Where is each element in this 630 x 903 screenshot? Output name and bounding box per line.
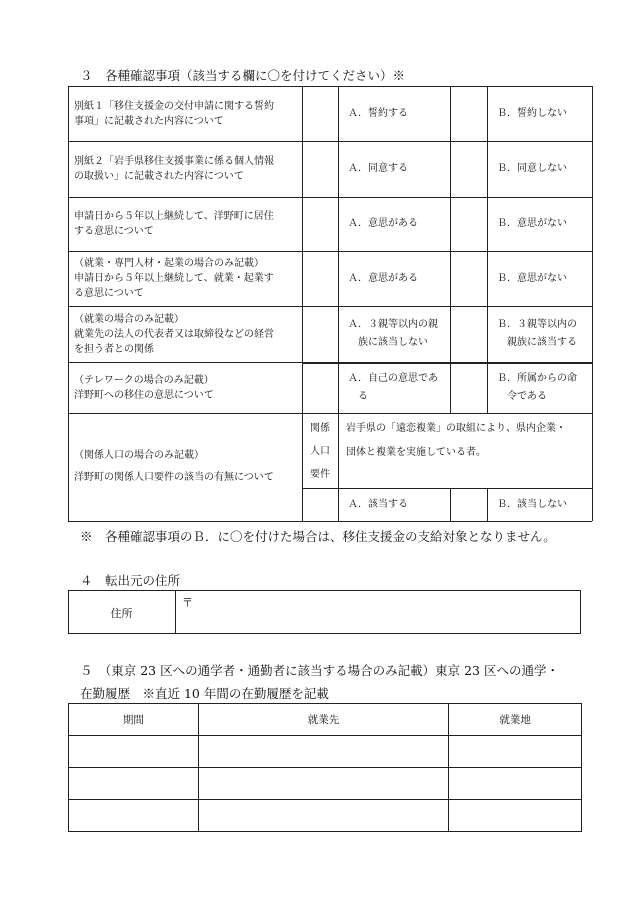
label-line: 要件 (310, 469, 330, 480)
label-line: 関係 (310, 423, 330, 434)
option-b-label: Ｂ．該当しない (497, 499, 567, 510)
table-cell[interactable] (449, 768, 582, 800)
option-a-label (348, 370, 446, 406)
option-line: 令である (507, 390, 547, 402)
option-line: Ａ．誓約する (348, 107, 408, 119)
section5-heading-line2: 在勤履歴 ※直近 10 年間の在勤履歴を記載 (80, 686, 329, 701)
option-line: Ｂ．誓約しない (497, 107, 567, 119)
option-line: Ｂ．同意しない (497, 163, 567, 174)
address-label: 住所 (110, 607, 133, 620)
work-history-table (68, 703, 582, 832)
check-cell-a[interactable] (302, 141, 338, 197)
section5-heading-line1: ５ （東京 23 区への通学者・通勤者に該当する場合のみ記載）東京 23 区への通学・ (80, 663, 559, 678)
check-cell-a[interactable] (302, 306, 338, 362)
option-b-label (497, 316, 588, 352)
check-cell-a[interactable] (302, 86, 338, 141)
option-line: Ｂ．３親等以内の (497, 319, 577, 330)
column-header-employer: 就業先 (198, 704, 449, 736)
check-cell-b[interactable] (450, 141, 487, 197)
table-cell[interactable] (69, 768, 199, 800)
option-line: る (358, 390, 368, 402)
table-cell[interactable] (198, 736, 449, 768)
table-cell[interactable] (69, 800, 199, 832)
option-line: Ａ．３親等以内の親 (348, 319, 438, 330)
description-line: （関係人口の場合のみ記載） (74, 450, 204, 461)
description-line: （テレワークの場合のみ記載） (74, 374, 214, 386)
description-line: 申請日から５年以上継続して、就業・起業す (74, 273, 274, 284)
row-description (74, 312, 298, 357)
option-line: Ｂ．所属からの命 (497, 372, 577, 384)
option-b-label (497, 370, 588, 406)
table-cell[interactable] (198, 768, 449, 800)
check-cell-b[interactable] (450, 251, 487, 306)
description-line: 事項」に記載された内容について (74, 115, 224, 127)
description-line: （就業の場合のみ記載） (74, 313, 184, 325)
row-description (74, 99, 298, 129)
label-line: 人口 (310, 446, 330, 457)
description-line: の取扱い」に記載された内容について (74, 171, 244, 182)
option-line: Ａ．自己の意思であ (348, 372, 438, 384)
section3-note: ※ 各種確認事項のＢ．に〇を付けた場合は、移住支援金の支給対象となりません。 (80, 529, 556, 544)
address-field[interactable] (200, 594, 570, 628)
requirement-line: 団体と複業を実施している者。 (346, 447, 486, 458)
description-line: を担う者との関係 (74, 343, 154, 355)
postal-mark: 〒 (182, 596, 193, 609)
check-cell-a[interactable] (302, 488, 338, 521)
kankei-description (74, 445, 298, 489)
option-line: 族に該当しない (358, 337, 428, 348)
option-a-label (348, 270, 446, 288)
option-a-label (348, 160, 446, 178)
option-a-label (348, 105, 446, 123)
option-a-label (348, 316, 446, 352)
description-line: 別紙２「岩手県移住支援事業に係る個人情報 (74, 156, 274, 167)
table-cell[interactable] (69, 736, 199, 768)
option-a-label: Ａ．該当する (348, 499, 408, 510)
description-line: 洋野町への移住の意思について (74, 389, 214, 401)
column-header-period: 期間 (69, 704, 199, 736)
check-cell-b[interactable] (450, 197, 487, 251)
option-line: Ｂ．意思がない (497, 218, 567, 229)
kankei-requirement-text (346, 417, 588, 465)
check-cell-b[interactable] (450, 362, 487, 413)
option-b-label (497, 270, 588, 288)
row-description (74, 209, 298, 239)
section3-heading: ３ 各種確認事項（該当する欄に〇を付けてください）※ (80, 68, 406, 83)
description-line: る意思について (74, 288, 144, 299)
description-line: 洋野町の関係人口要件の該当の有無について (74, 472, 274, 483)
row-description (74, 373, 298, 403)
option-line: 親族に該当する (507, 337, 577, 348)
row-description (74, 154, 298, 184)
check-cell-a[interactable] (302, 197, 338, 251)
requirement-line: 岩手県の「遠恋複業」の取組により、県内企業・ (346, 423, 566, 434)
option-line: Ｂ．意思がない (497, 272, 567, 284)
option-b-label (497, 160, 588, 178)
check-cell-a[interactable] (302, 362, 338, 413)
description-line: 就業先の法人の代表者又は取締役などの経営 (74, 328, 274, 340)
row-description (74, 256, 298, 301)
check-cell-b[interactable] (450, 86, 487, 141)
check-cell-a[interactable] (302, 251, 338, 306)
table-cell[interactable] (449, 800, 582, 832)
option-line: Ａ．意思がある (348, 272, 418, 284)
option-a-label (348, 215, 446, 233)
description-line: する意思について (74, 226, 154, 237)
table-cell[interactable] (449, 736, 582, 768)
check-cell-b[interactable] (450, 488, 487, 521)
description-line: 別紙１「移住支援金の交付申請に関する誓約 (74, 100, 274, 112)
table-cell[interactable] (198, 800, 449, 832)
description-line: （就業・専門人材・起業の場合のみ記載） (74, 258, 264, 269)
option-line: Ａ．意思がある (348, 218, 418, 229)
option-b-label (497, 105, 588, 123)
kankei-label (302, 417, 338, 486)
section4-heading: ４ 転出元の住所 (80, 573, 181, 588)
description-line: 申請日から５年以上継続して、洋野町に居住 (74, 211, 274, 222)
option-b-label (497, 215, 588, 233)
check-cell-b[interactable] (450, 306, 487, 362)
option-line: Ａ．同意する (348, 163, 408, 174)
column-header-location: 就業地 (449, 704, 582, 736)
